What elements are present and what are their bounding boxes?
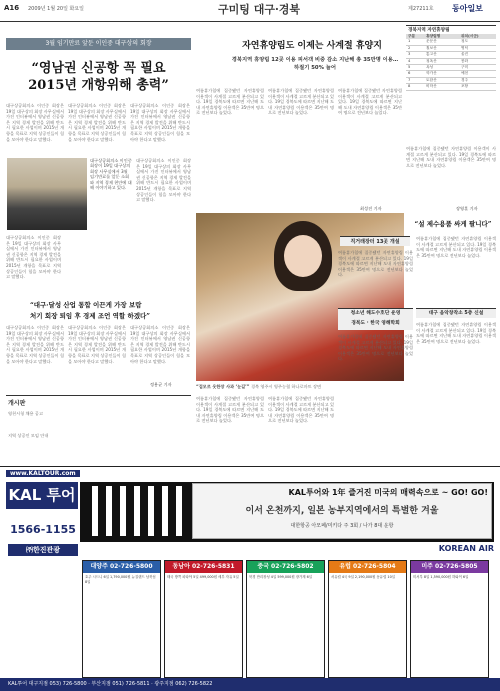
ad-mid-text: 이서 온천까지, 일본 농부지역에서의 특별한 겨울: [245, 506, 439, 516]
table-cell-index: 7: [408, 77, 411, 82]
ad-offer: 대한항공 아모페/미키다 주 3회 / 나가 8대 운항: [290, 523, 394, 529]
table-cell-index: 8: [408, 84, 411, 89]
region-box[interactable]: [410, 560, 489, 678]
table-cell-name: 토함산: [426, 77, 437, 82]
right-subhead: 직거래장터 13곳 개설: [340, 236, 410, 246]
photo-story-title: “겉모르 옷한장 사과 ‘눈길’”: [196, 384, 250, 389]
notice-title: 개시판: [8, 400, 26, 407]
region-header: 대양주 02-726-5800: [83, 561, 160, 573]
table-cell-index: 6: [408, 71, 411, 76]
region-items: 호주 시드니 6일 1,790,000원 뉴질랜드 남북섬 8일: [85, 575, 156, 584]
right-body-5: 여름휴가철에 집중됐던 자연휴양림 이용객이 사계절 고르게 분산되고 있다. 19일 경북도에 따르면 지난해 도내 자연휴양림 이용객은 35만여 명으로 전년보다 늘었다.: [416, 322, 496, 344]
table-cell-location: 경주: [461, 77, 469, 82]
middle-body-col2: 여름휴가철에 집중됐던 자연휴양림 이용객이 사계절 고르게 분산되고 있다. 19일 경북도에 따르면 지난해 도내 자연휴양림 이용객은 35만여 명으로 전년보다 늘었다.: [268, 88, 334, 116]
table-cell-location: 봉화: [461, 58, 469, 63]
article-subhead: [30, 300, 195, 322]
notice-item-1: 영천시청 채용 공고: [8, 411, 44, 416]
article-kicker: 3월 임기만료 앞둔 이인중 대구상의 회장: [6, 38, 191, 50]
table-cell-location: 청도: [461, 39, 469, 44]
region-header: 동남아 02-726-5831: [165, 561, 242, 573]
hanjin-logo: ㈜한진관광: [8, 544, 78, 556]
newspaper-logo: 동아일보: [452, 4, 483, 13]
main-headline: [6, 60, 191, 94]
photo-story-caption-tail: 경북 영주시 영주농협 하나로마트 장면: [250, 384, 322, 389]
table-cell-name: 운문산: [426, 39, 437, 44]
middle-body-col3: 여름휴가철에 집중됐던 자연휴양림 이용객이 사계절 고르게 분산되고 있다. 19일 경북도에 따르면 지난해 도내 자연휴양림 이용객은 35만여 명으로 전년보다 늘었다.: [338, 88, 402, 116]
ad-slogan: KAL투어와 1年 즐거진 미국의 매력속으로 ~ GO! GO!: [288, 488, 488, 497]
right-sub2-line-1: 청소년 해도수호단 운영: [350, 311, 401, 316]
article-body-col3: 대구상공회의소 이인중 회장은 19일 대구상의 회장 사무실에서 가진 인터뷰에서 영남권 신공항은 지역 경제 발전을 위해 반드시 필요한 사업이며 2015년 개항을 목표로 지역 상공인들이 힘을 모아야 한다고 말했다.: [130, 103, 190, 142]
photo-story-body-2: 여름휴가철에 집중됐던 자연휴양림 이용객이 사계절 고르게 분산되고 있다. 19일 경북도에 따르면 지난해 도내 자연휴양림 이용객은 35만여 명으로 전년보다 늘었다.: [268, 396, 334, 424]
right-headline: “설 제수용품 싸게 팔니다”: [414, 220, 492, 228]
headline-line-1: “영남권 신공항 꼭 필요: [31, 61, 166, 76]
article-byline: 정용균 기자: [150, 382, 172, 387]
kal-tour-logo: KAL 투어: [6, 482, 78, 509]
article-body-col2: 대구상공회의소 이인중 회장은 19일 대구상의 회장 사무실에서 가진 인터뷰에서 영남권 신공항은 지역 경제 발전을 위해 반드시 필요한 사업이며 2015년 개항을 목표로 지역 상공인들이 힘을 모아야 한다고 말했다.: [68, 103, 126, 142]
table-cell-name: 비학산: [426, 84, 437, 89]
issue-number: 제27211호: [408, 6, 434, 12]
right-sub2: [338, 308, 413, 330]
ad-url[interactable]: www.KALTOUR.com: [6, 470, 80, 477]
page-header: [0, 0, 500, 22]
region-items: 북경 만리장성 4일 599,000원 장가계 6일: [249, 575, 313, 579]
right-sub3: 대구 음악창작소 5층 신설: [416, 308, 496, 318]
portrait-photo: [7, 158, 87, 230]
article-body-col7: 대구상공회의소 이인중 회장은 19일 대구상의 회장 사무실에서 가진 인터뷰에서 영남권 신공항은 지역 경제 발전을 위해 반드시 필요한 사업이며 2015년 개항을 목표로 지역 상공인들이 힘을 모아야 한다고 말했다.: [68, 325, 126, 364]
issue-date: 2009년 1월 20일 화요일: [28, 6, 85, 12]
middle-deck: 경북지역 휴양림 12곳 이용 피서객 비중 감소 지난해 총 35만명 이용… 하절기 50% 늘어: [231, 57, 399, 71]
notice-item-2: 지역 상공인 모임 안내: [8, 433, 49, 438]
ad-phone[interactable]: 1566-1155: [10, 523, 76, 536]
table-col-1: 구분: [408, 34, 416, 38]
right-sub2-line-2: 경북도 · 한국 영해학회: [351, 321, 400, 326]
ad-banner: [192, 483, 492, 539]
article-body-col6: 대구상공회의소 이인중 회장은 19일 대구상의 회장 사무실에서 가진 인터뷰에서 영남권 신공항은 지역 경제 발전을 위해 반드시 필요한 사업이며 2015년 개항을 목표로 지역 상공인들이 힘을 모아야 한다고 말했다.: [6, 325, 64, 364]
table-cell-index: 1: [408, 39, 411, 44]
photo-story-body-1: 여름휴가철에 집중됐던 자연휴양림 이용객이 사계절 고르게 분산되고 있다. 19일 경북도에 따르면 지난해 도내 자연휴양림 이용객은 35만여 명으로 전년보다 늘었다.: [196, 396, 264, 424]
table-cell-location: 예천: [461, 71, 469, 76]
region-header: 미주 02-726-5805: [411, 561, 488, 573]
middle-headline: 자연휴양림도 이제는 사계절 휴양지: [242, 41, 382, 51]
forest-table: [406, 25, 496, 143]
region-box[interactable]: [82, 560, 161, 678]
table-col-2: 휴양림명: [426, 34, 441, 38]
right-body-4: 여름휴가철에 집중됐던 자연휴양림 이용객이 사계절 고르게 분산되고 있다. 19일 경북도에 따르면 지난해 도내 자연휴양림 이용객은 35만여 명으로 전년보다 늘었다.: [338, 334, 413, 362]
right-byline-1: 장영훈 기자: [456, 206, 478, 211]
region-box[interactable]: [164, 560, 243, 678]
table-cell-location: 영덕: [461, 45, 469, 50]
korean-air-logo: KOREAN AIR: [438, 544, 494, 553]
table-cell-name: 옥성: [426, 65, 434, 70]
section-title: 구미팅 대구·경북: [218, 3, 301, 16]
person-face: [284, 235, 322, 277]
table-cell-name: 학가산: [426, 71, 437, 76]
article-body-col5: 대구상공회의소 이인중 회장은 19일 대구상의 회장 사무실에서 가진 인터뷰에서 영남권 신공항은 지역 경제 발전을 위해 반드시 필요한 사업이며 2015년 개항을 목표로 지역 상공인들이 힘을 모아야 한다고 말했다.: [6, 235, 61, 280]
page-number: A16: [4, 4, 20, 12]
article-body-col8: 대구상공회의소 이인중 회장은 19일 대구상의 회장 사무실에서 가진 인터뷰에서 영남권 신공항은 지역 경제 발전을 위해 반드시 필요한 사업이며 2015년 개항을 목표로 지역 상공인들이 힘을 모아야 한다고 말했다.: [130, 325, 190, 364]
table-title: 경북지역 자연휴양림: [408, 28, 450, 33]
table-rows: [406, 39, 496, 90]
table-cell-location: 울진: [461, 52, 469, 57]
table-col-3: 위치(시군): [461, 34, 479, 38]
region-header: 유럽 02-726-5804: [329, 561, 406, 573]
photo-caption: 대구상공회의소 이인중 회장이 19일 대구상의 회장 사무실에서 3월 임기만료를 앞둔 소회와 지역 경제 현안에 대해 이야기하고 있다.: [90, 158, 132, 191]
notice-box: [6, 395, 191, 460]
region-box[interactable]: [328, 560, 407, 678]
right-body-2: 여름휴가철에 집중됐던 자연휴양림 이용객이 사계절 고르게 분산되고 있다. 19일 경북도에 따르면 지난해 도내 자연휴양림 이용객은 35만여 명으로 전년보다 늘었다.: [338, 250, 413, 278]
article-body-col4: 대구상공회의소 이인중 회장은 19일 대구상의 회장 사무실에서 가진 인터뷰에서 영남권 신공항은 지역 경제 발전을 위해 반드시 필요한 사업이며 2015년 개항을 목표로 지역 상공인들이 힘을 모아야 한다고 말했다.: [136, 158, 191, 203]
ad-footer: KAL투어 대구지점 053) 726-5800 · 부산지점 051) 726-5811 · 광주지점 062) 726-5822: [0, 678, 500, 691]
table-row: [406, 84, 496, 90]
region-header: 중국 02-726-5802: [247, 561, 324, 573]
table-cell-index: 2: [408, 45, 411, 50]
middle-byline: 최성진 기자: [360, 206, 382, 211]
table-cell-name: 청옥산: [426, 58, 437, 63]
headline-line-2: 2015년 개항위해 총력”: [28, 78, 169, 93]
right-body-1: 여름휴가철에 집중됐던 자연휴양림 이용객이 사계절 고르게 분산되고 있다. 19일 경북도에 따르면 지난해 도내 자연휴양림 이용객은 35만여 명으로 전년보다 늘었다.: [406, 146, 496, 168]
table-cell-location: 포항: [461, 84, 469, 89]
table-cell-location: 구미: [461, 65, 469, 70]
region-items: 미서부 8일 1,590,000원 하와이 6일: [413, 575, 469, 579]
right-body-3: 여름휴가철에 집중됐던 자연휴양림 이용객이 사계절 고르게 분산되고 있다. 19일 경북도에 따르면 지난해 도내 자연휴양림 이용객은 35만여 명으로 전년보다 늘었다.: [416, 236, 496, 258]
region-box[interactable]: [246, 560, 325, 678]
ad-top-line: [6, 470, 494, 480]
article-body-col1: 대구상공회의소 이인중 회장은 19일 대구상의 회장 사무실에서 가진 인터뷰에서 영남권 신공항은 지역 경제 발전을 위해 반드시 필요한 사업이며 2015년 개항을 목표로 지역 상공인들이 힘을 모아야 한다고 말했다.: [6, 103, 64, 142]
table-cell-name: 칠보산: [426, 45, 437, 50]
table-cell-index: 3: [408, 52, 411, 57]
subhead-line-2: 처기 회장 퇴임 후 경제 조언 역할 하겠다”: [30, 312, 151, 320]
subhead-line-1: “대구·달성 산업 통합 이끈게 가장 보람: [30, 301, 142, 309]
table-cell-index: 4: [408, 58, 411, 63]
table-cell-index: 5: [408, 65, 411, 70]
region-items: 서유럽 4국 9일 2,190,000원 동유럽 10일: [331, 575, 396, 579]
region-items: 태국 방콕 파타야 5일 499,000원 세부 자유 5일: [167, 575, 239, 579]
middle-body-col1: 여름휴가철에 집중됐던 자연휴양림 이용객이 사계절 고르게 분산되고 있다. 19일 경북도에 따르면 지난해 도내 자연휴양림 이용객은 35만여 명으로 전년보다 늘었다.: [196, 88, 264, 116]
table-cell-name: 통고산: [426, 52, 437, 57]
